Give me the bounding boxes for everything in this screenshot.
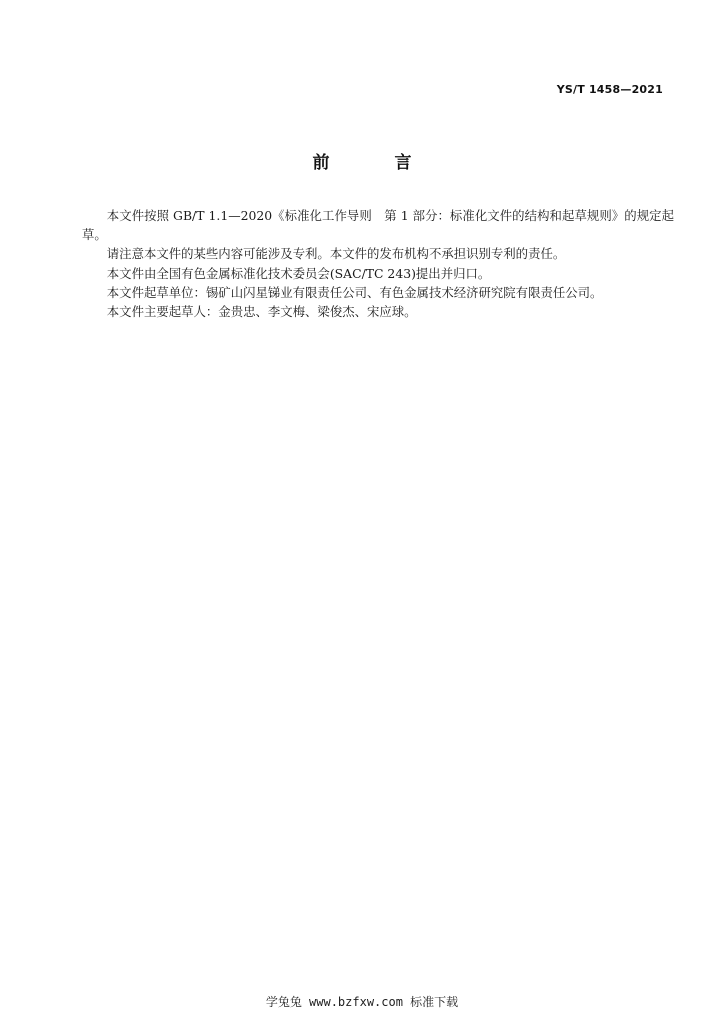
paragraph-proposer: 本文件由全国有色金属标准化技术委员会(SAC/TC 243)提出并归口。 xyxy=(106,265,491,281)
paragraph-patent-notice: 请注意本文件的某些内容可能涉及专利。本文件的发布机构不承担识别专利的责任。 xyxy=(106,246,566,262)
paragraph-drafters: 本文件主要起草人：金贵忠、李文梅、梁俊杰、宋应球。 xyxy=(106,304,417,320)
footer-watermark: 学兔兔 www.bzfxw.com 标准下载 xyxy=(265,995,459,1009)
paragraph-drafting-rules: 本文件按照 GB/T 1.1—2020《标准化工作导则 第 1 部分：标准化文件的结构和起草规则》的规定起草。 xyxy=(82,208,674,243)
paragraph-drafting-units: 本文件起草单位：锡矿山闪星锑业有限责任公司、有色金属技术经济研究院有限责任公司。 xyxy=(106,284,603,300)
foreword-body xyxy=(82,206,674,321)
standard-number: YS/T 1458—2021 xyxy=(556,83,663,96)
page-title: 前 言 xyxy=(312,153,436,173)
